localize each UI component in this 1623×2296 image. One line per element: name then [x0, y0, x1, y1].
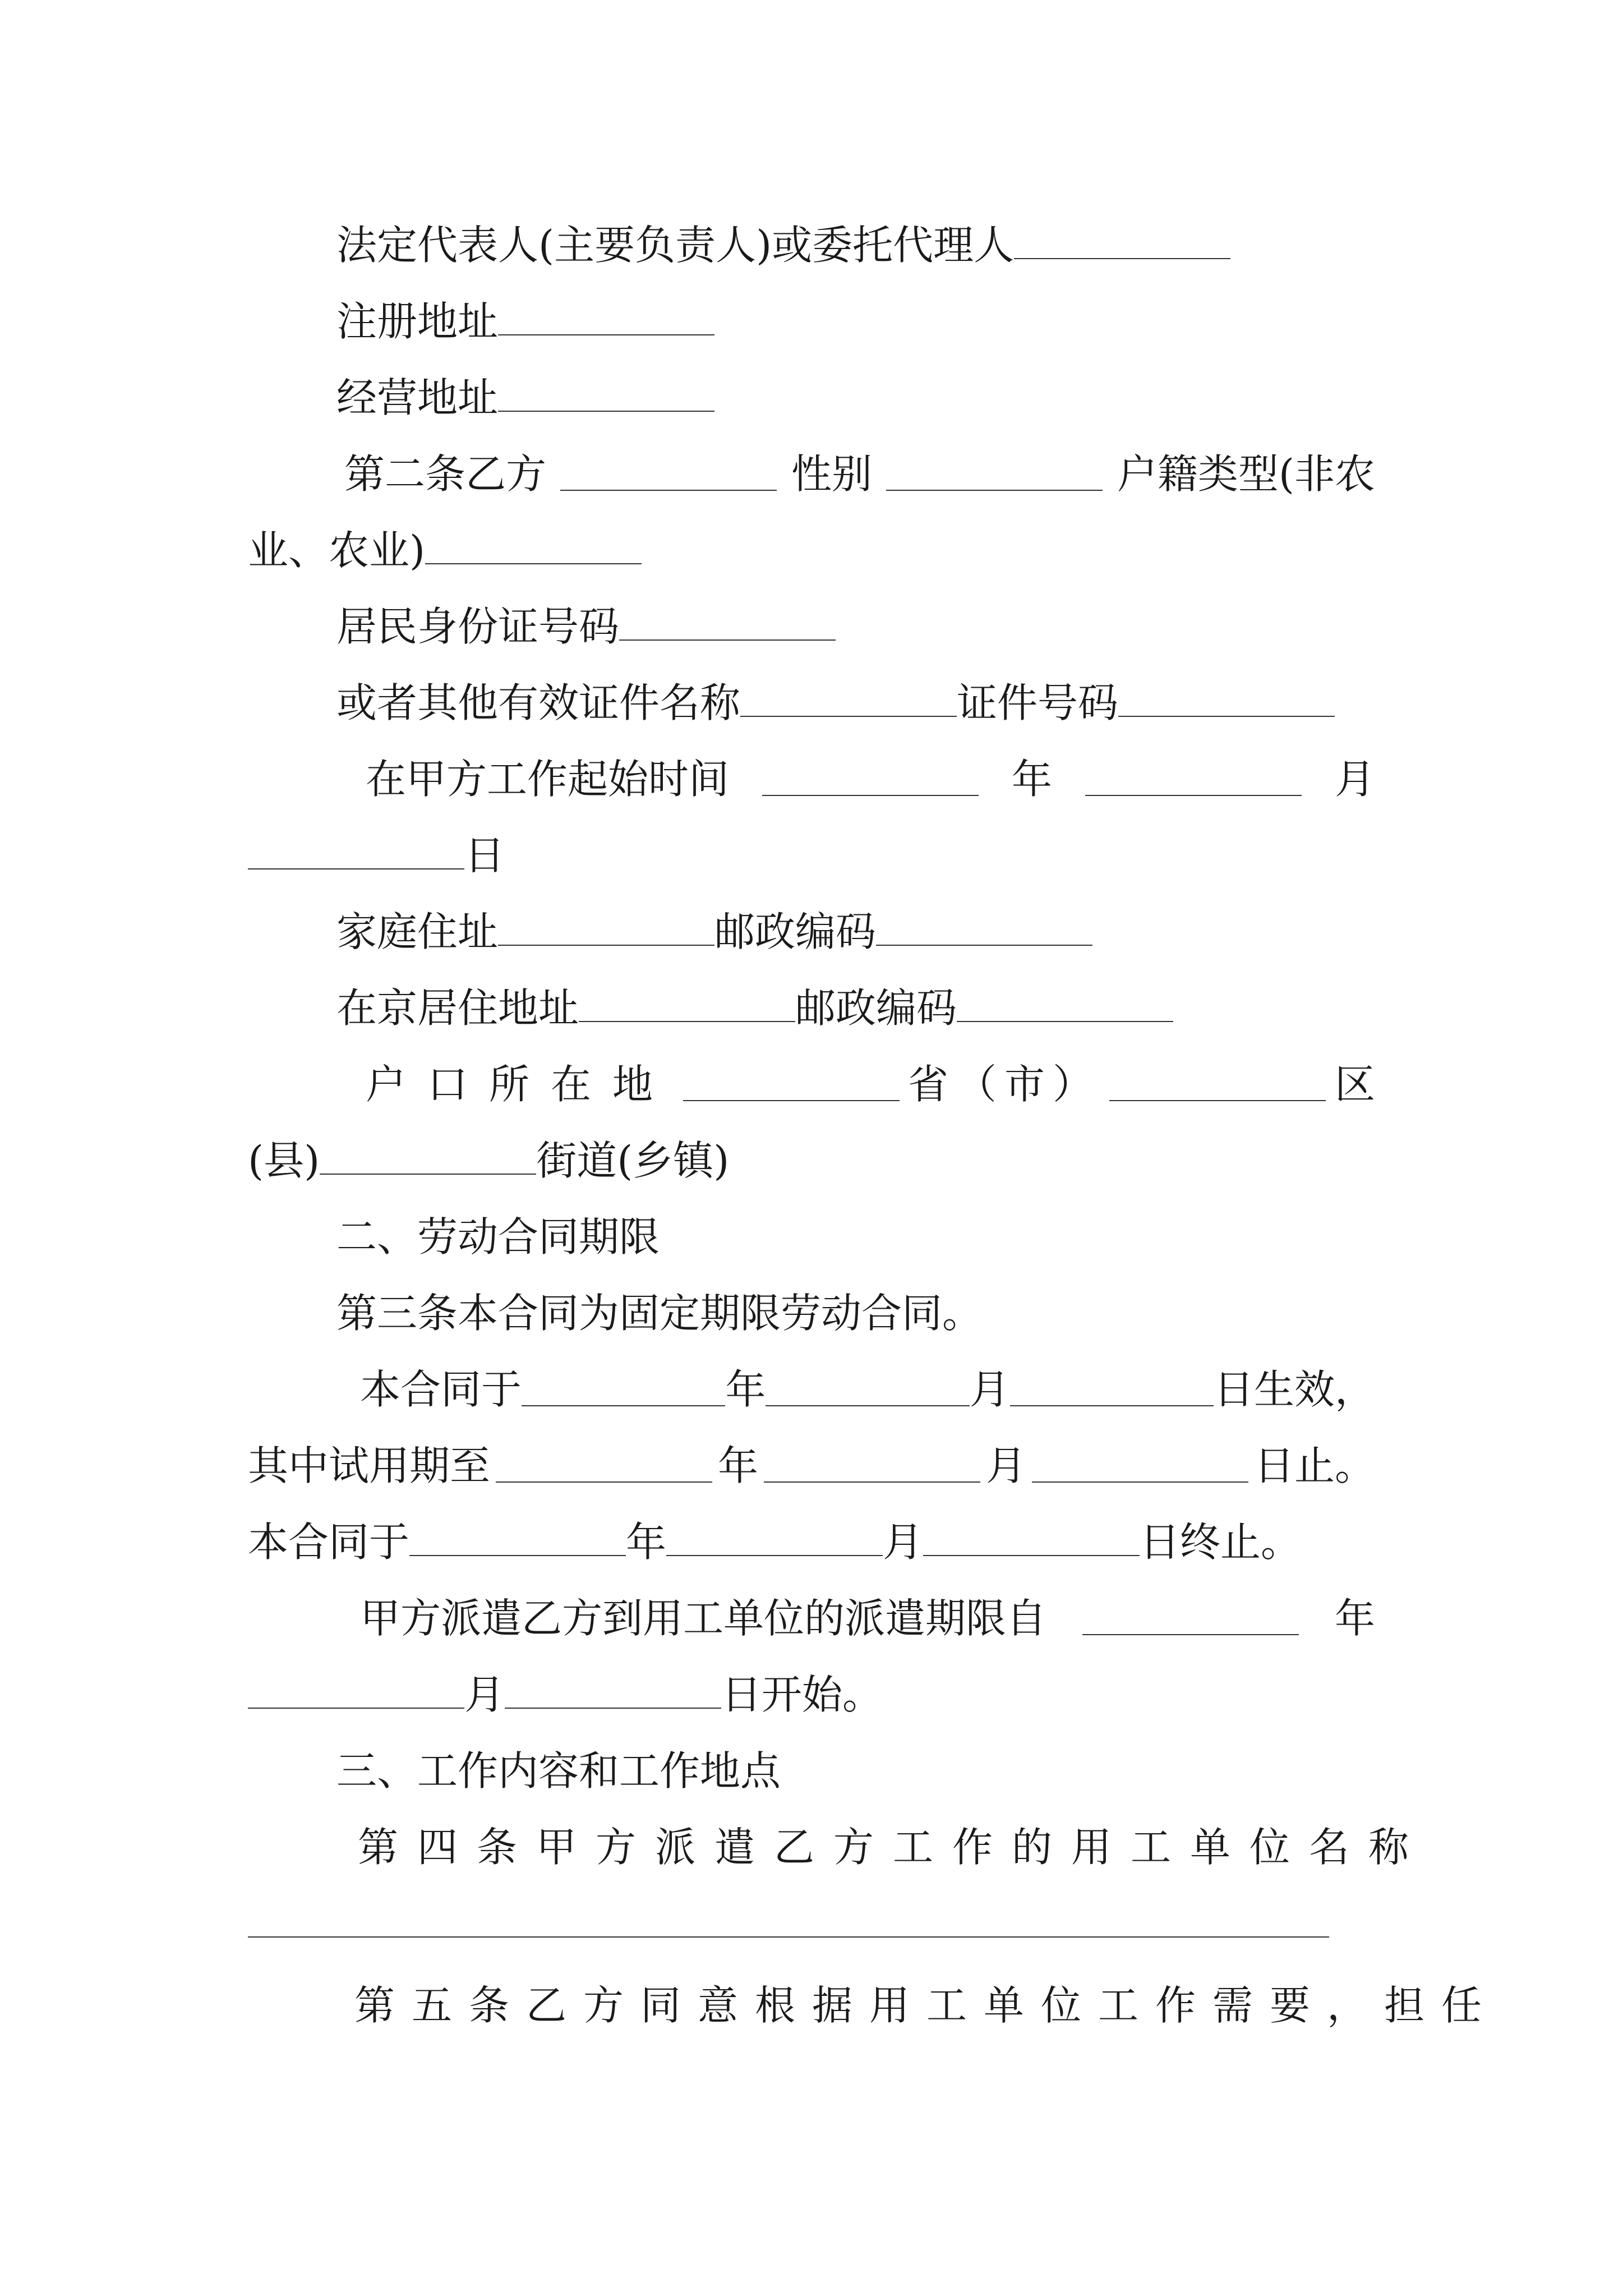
dispatch-day-unit: 日开始。	[721, 1671, 883, 1718]
start-date-label: 在甲方工作起始时间	[366, 756, 730, 803]
termination-year-blank[interactable]	[409, 1522, 626, 1556]
termination-line	[248, 1509, 1375, 1575]
article-3-line	[248, 1280, 1375, 1346]
legal-representative-line	[248, 212, 1375, 278]
start-day-unit: 日	[464, 832, 505, 879]
termination-label: 本合同于	[248, 1519, 410, 1566]
other-id-line	[248, 670, 1375, 736]
county-unit: (县)	[248, 1137, 320, 1184]
probation-day-unit: 日止。	[1253, 1442, 1375, 1489]
probation-line	[248, 1433, 1375, 1499]
other-id-number-blank[interactable]	[1118, 683, 1335, 717]
article-5-line	[248, 1972, 1499, 2039]
hukou-label: 户口所在地	[366, 1061, 675, 1108]
probation-year-unit: 年	[717, 1442, 758, 1489]
article-5-text: 第五条乙方同意根据用工单位工作需要，担任	[354, 1982, 1499, 2029]
dispatch-period-label: 甲方派遣乙方到用工单位的派遣期限自	[360, 1595, 1047, 1642]
contract-term-heading: 二、劳动合同期限	[336, 1213, 660, 1260]
district-unit: 区	[1334, 1061, 1375, 1108]
gender-blank[interactable]	[886, 457, 1103, 491]
legal-representative-blank[interactable]	[1014, 226, 1230, 259]
home-postcode-label: 邮政编码	[714, 908, 877, 955]
hukou-district-blank[interactable]	[1109, 1068, 1326, 1101]
start-day-line	[248, 822, 1375, 889]
start-year-unit: 年	[1011, 756, 1052, 803]
effective-year-blank[interactable]	[522, 1373, 725, 1406]
probation-year-blank[interactable]	[496, 1449, 712, 1483]
id-number-blank[interactable]	[619, 607, 836, 641]
effective-month-unit: 月	[969, 1366, 1010, 1413]
start-month-blank[interactable]	[1085, 762, 1302, 796]
section-heading-2	[248, 1204, 1375, 1270]
registered-address-label: 注册地址	[336, 298, 499, 345]
party-b-label: 第二条乙方	[344, 450, 547, 498]
party-b-line	[248, 441, 1375, 507]
beijing-postcode-label: 邮政编码	[795, 984, 957, 1032]
home-address-blank[interactable]	[498, 912, 714, 946]
effective-day-blank[interactable]	[1010, 1373, 1214, 1406]
effective-year-unit: 年	[725, 1366, 766, 1413]
effective-date-line	[248, 1356, 1375, 1423]
party-b-name-blank[interactable]	[560, 457, 777, 491]
beijing-postcode-blank[interactable]	[957, 988, 1173, 1022]
business-address-label: 经营地址	[336, 374, 499, 421]
hukou-line	[248, 1051, 1375, 1117]
street-unit: 街道(乡镇)	[536, 1137, 730, 1184]
article-4-line	[248, 1814, 1428, 1880]
province-unit: 省（市）	[907, 1061, 1101, 1108]
work-content-heading: 三、工作内容和工作地点	[336, 1747, 781, 1795]
termination-month-blank[interactable]	[666, 1522, 883, 1556]
probation-day-blank[interactable]	[1032, 1449, 1248, 1483]
dispatch-day-blank[interactable]	[505, 1675, 721, 1709]
hukou-cont-line	[248, 1128, 1375, 1194]
dispatch-month-blank[interactable]	[248, 1675, 464, 1709]
probation-month-blank[interactable]	[764, 1449, 980, 1483]
termination-month-unit: 月	[883, 1519, 924, 1566]
article-3-text: 第三条本合同为固定期限劳动合同。	[336, 1290, 983, 1337]
effective-date-label: 本合同于	[360, 1366, 522, 1413]
start-month-unit: 月	[1334, 756, 1375, 803]
household-type-cont: 业、农业)	[248, 527, 426, 574]
beijing-address-label: 在京居住地址	[336, 984, 579, 1032]
employer-name-blank[interactable]	[248, 1904, 1329, 1938]
termination-day-unit: 日终止。	[1140, 1519, 1302, 1566]
dispatch-month-unit: 月	[464, 1671, 505, 1718]
dispatch-period-line	[248, 1585, 1375, 1651]
dispatch-year-blank[interactable]	[1082, 1602, 1299, 1635]
start-year-blank[interactable]	[762, 762, 979, 796]
probation-month-unit: 月	[985, 1442, 1026, 1489]
registered-address-line	[248, 288, 1375, 355]
legal-representative-label: 法定代表人(主要负责人)或委托代理人	[336, 222, 1015, 269]
probation-label: 其中试用期至	[248, 1442, 491, 1489]
household-type-label: 户籍类型(非农	[1117, 450, 1375, 498]
start-date-line	[248, 746, 1375, 812]
registered-address-blank[interactable]	[498, 302, 714, 335]
id-number-label: 居民身份证号码	[336, 603, 620, 650]
effective-month-blank[interactable]	[766, 1373, 969, 1406]
other-id-number-label: 证件号码	[957, 679, 1119, 726]
article-4-text: 第四条甲方派遣乙方工作的用工单位名称	[358, 1824, 1428, 1871]
household-type-cont-line	[248, 517, 1375, 583]
effective-day-unit: 日生效，	[1213, 1366, 1375, 1413]
home-postcode-blank[interactable]	[876, 912, 1092, 946]
section-heading-3	[248, 1738, 1375, 1804]
home-address-label: 家庭住址	[336, 908, 499, 955]
beijing-address-blank[interactable]	[579, 988, 795, 1022]
other-id-name-label: 或者其他有效证件名称	[336, 679, 741, 726]
start-day-blank[interactable]	[248, 836, 464, 869]
business-address-line	[248, 365, 1375, 431]
hukou-province-blank[interactable]	[683, 1068, 900, 1101]
termination-day-blank[interactable]	[923, 1522, 1140, 1556]
beijing-address-line	[248, 975, 1375, 1041]
business-address-blank[interactable]	[498, 378, 714, 412]
id-number-line	[248, 593, 1375, 660]
gender-label: 性别	[791, 450, 872, 498]
hukou-street-blank[interactable]	[320, 1141, 536, 1175]
household-type-blank[interactable]	[425, 531, 642, 564]
home-address-line	[248, 899, 1375, 965]
dispatch-year-unit: 年	[1334, 1595, 1375, 1642]
termination-year-unit: 年	[626, 1519, 667, 1566]
employer-name-line	[248, 1890, 1375, 1957]
other-id-name-blank[interactable]	[740, 683, 957, 717]
dispatch-period-cont-line	[248, 1662, 1375, 1728]
